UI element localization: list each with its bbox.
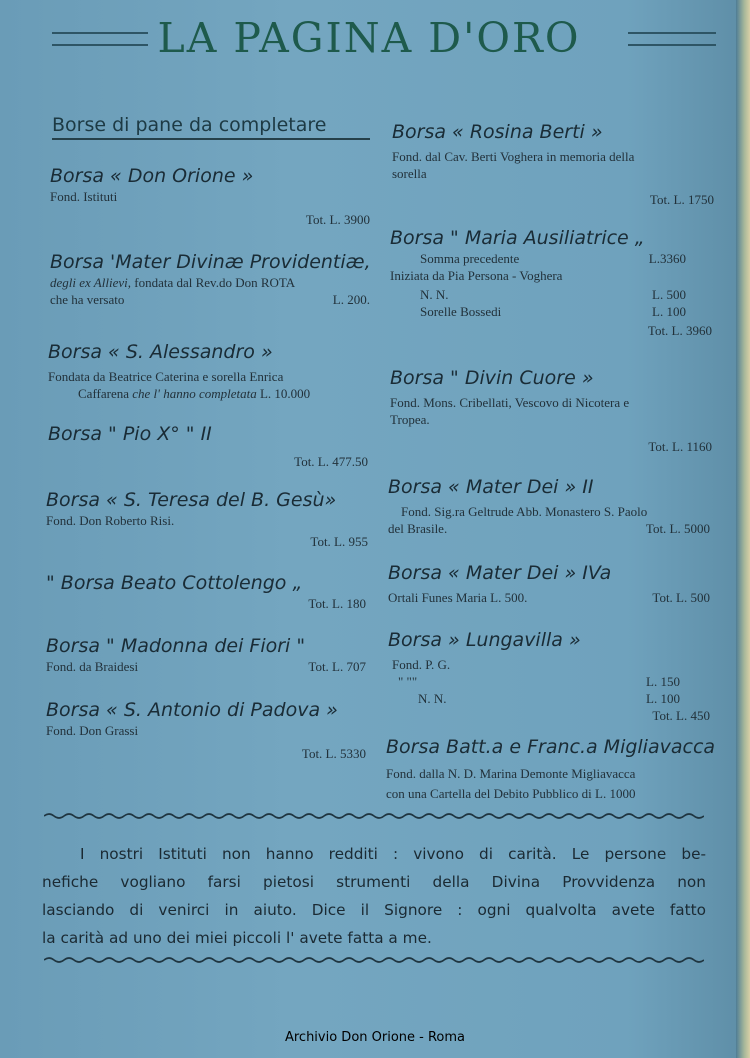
entry-amount: L. 100: [652, 304, 686, 319]
entry-line: Iniziata da Pia Persona - Voghera: [390, 268, 563, 283]
entry-title: Borsa « S. Teresa del B. Gesù»: [46, 489, 337, 511]
entry-cottolengo: [46, 571, 366, 612]
entry-line: sorella: [392, 166, 427, 181]
entry-line: Fond. Mons. Cribellati, Vescovo di Nicotera e: [390, 395, 630, 410]
entry-line: [390, 303, 686, 320]
closing-paragraph: [42, 840, 706, 952]
entry-amount: L.3360: [648, 251, 686, 266]
entry-line: [388, 589, 710, 606]
paragraph-line: nefiche vogliano farsi pietosi strumenti della Divina Provvidenza non: [42, 873, 706, 891]
entry-line-italic: degli ex Allievi,: [50, 275, 131, 290]
entry-total: Tot. L. 5000: [645, 521, 710, 536]
entry-title: Borsa " Madonna dei Fiori ": [46, 635, 306, 657]
entry-line-rest: fondata dal Rev.do Don ROTA: [130, 275, 296, 290]
entry-line: [50, 274, 370, 291]
entry-line-text: N. N.: [418, 691, 447, 706]
entry-line-text: Ortali Funes Maria L. 500.: [388, 590, 528, 605]
entry-line-text: Somma precedente: [420, 251, 520, 266]
entry-line: Fondata da Beatrice Caterina e sorella Enrica: [48, 369, 284, 384]
entry-title: " Borsa Beato Cottolengo „: [46, 572, 303, 594]
entry-s-teresa: [46, 488, 368, 550]
entry-migliavacca: [386, 735, 716, 802]
entry-line: [46, 658, 366, 675]
entry-title: Borsa " Pio X° " II: [48, 423, 212, 445]
entry-line-text: del Brasile.: [388, 521, 448, 536]
entry-line-text: " "": [398, 674, 418, 689]
entry-amount: L. 10.000: [256, 386, 311, 401]
page-title: LA PAGINA D'ORO: [157, 14, 581, 62]
entry-line-text: N. N.: [420, 287, 449, 302]
page-edge: [736, 0, 750, 1058]
entry-madonna-fiori: [46, 634, 366, 675]
entry-founder: Fond. Don Grassi: [46, 723, 139, 738]
entry-amount: L. 200.: [332, 292, 370, 307]
entry-title: Borsa « Mater Dei » II: [388, 476, 594, 498]
wavy-rule-top: [44, 812, 704, 820]
entry-total: Tot. L. 5330: [301, 746, 366, 761]
archive-footer: Archivio Don Orione - Roma: [284, 1030, 466, 1045]
entry-line-text: Sorelle Bossedi: [420, 304, 502, 319]
title-row: [0, 14, 738, 70]
entry-total: Tot. L. 955: [310, 534, 368, 549]
entry-line: Fond. Sig.ra Geltrude Abb. Monastero S. Paolo: [401, 504, 648, 519]
entry-line: [388, 690, 680, 707]
entry-title: Borsa « Mater Dei » IVa: [388, 562, 612, 584]
entry-amount: L. 150: [646, 674, 680, 689]
entry-total: Tot. L. 1750: [649, 192, 714, 207]
title-rule-right: [628, 32, 716, 46]
paragraph-line: I nostri Istituti non hanno redditi : vivono di carità. Le persone be-: [80, 845, 706, 863]
paragraph-line: la carità ad uno dei miei piccoli l' avete fatta a me.: [42, 929, 432, 947]
entry-total: Tot. L. 1160: [648, 439, 712, 454]
entry-total: Tot. L. 3960: [647, 323, 712, 338]
entry-amount: L. 100: [646, 691, 680, 706]
entry-s-alessandro: [48, 340, 370, 402]
entry-founder: Fond. da Braidesi: [46, 659, 139, 674]
entry-line: [390, 286, 686, 303]
entry-line-text: che ha versato: [50, 292, 125, 307]
entry-line: [390, 250, 686, 267]
entry-line-italic: che l' hanno completata: [132, 386, 257, 401]
entry-mater-divinae: [50, 250, 370, 308]
entry-title: Borsa " Maria Ausiliatrice „: [390, 227, 645, 249]
entry-line: [50, 291, 370, 308]
entry-title: Borsa « Don Orione »: [50, 165, 254, 187]
entry-mater-dei-iv: [388, 561, 710, 606]
entry-total: Tot. L. 500: [652, 590, 710, 605]
entry-line: Tropea.: [390, 412, 430, 427]
entry-maria-ausiliatrice: [390, 226, 712, 339]
entry-mater-dei-ii: [388, 475, 710, 537]
entry-line: Fond. dalla N. D. Marina Demonte Migliavacca: [386, 766, 636, 781]
entry-line: [388, 520, 710, 537]
entry-title: Borsa » Lungavilla »: [388, 629, 581, 651]
entry-line: [388, 673, 680, 690]
section-heading: Borse di pane da completare: [52, 114, 370, 140]
entry-s-antonio: [46, 698, 366, 762]
entry-title: Borsa « Rosina Berti »: [392, 121, 603, 143]
entry-line-text: Caffarena: [78, 386, 133, 401]
entry-line: Fond. dal Cav. Berti Voghera in memoria della: [392, 149, 635, 164]
entry-title: Borsa Batt.a e Franc.a Migliavacca: [386, 736, 716, 758]
entry-title: Borsa « S. Alessandro »: [48, 341, 273, 363]
entry-pio-x: [48, 422, 368, 470]
entry-founder: Fond. Don Roberto Risi.: [46, 513, 175, 528]
entry-title: Borsa 'Mater Divinæ Providentiæ,: [50, 251, 371, 273]
paragraph-line: lasciando di venirci in aiuto. Dice il Signore : ogni qualvolta avete fatto: [42, 901, 706, 919]
entry-line: Fond. P. G.: [392, 657, 451, 672]
wavy-rule-bottom: [44, 956, 704, 964]
entry-founder: Fond. Istituti: [50, 189, 118, 204]
entry-total: Tot. L. 180: [308, 596, 366, 611]
entry-total: Tot. L. 707: [308, 659, 366, 674]
entry-total: Tot. L. 3900: [305, 212, 370, 227]
entry-title: Borsa « S. Antonio di Padova »: [46, 699, 338, 721]
entry-title: Borsa " Divin Cuore »: [390, 367, 594, 389]
entry-rosina-berti: [392, 120, 714, 208]
entry-line: [48, 385, 370, 402]
entry-total: Tot. L. 477.50: [294, 454, 368, 469]
entry-total: Tot. L. 450: [652, 708, 710, 723]
entry-amount: L. 500: [652, 287, 686, 302]
entry-lungavilla: [388, 628, 710, 724]
entry-line: con una Cartella del Debito Pubblico di L. 1000: [386, 786, 636, 801]
entry-divin-cuore: [390, 366, 712, 455]
entry-don-orione: [50, 164, 370, 228]
